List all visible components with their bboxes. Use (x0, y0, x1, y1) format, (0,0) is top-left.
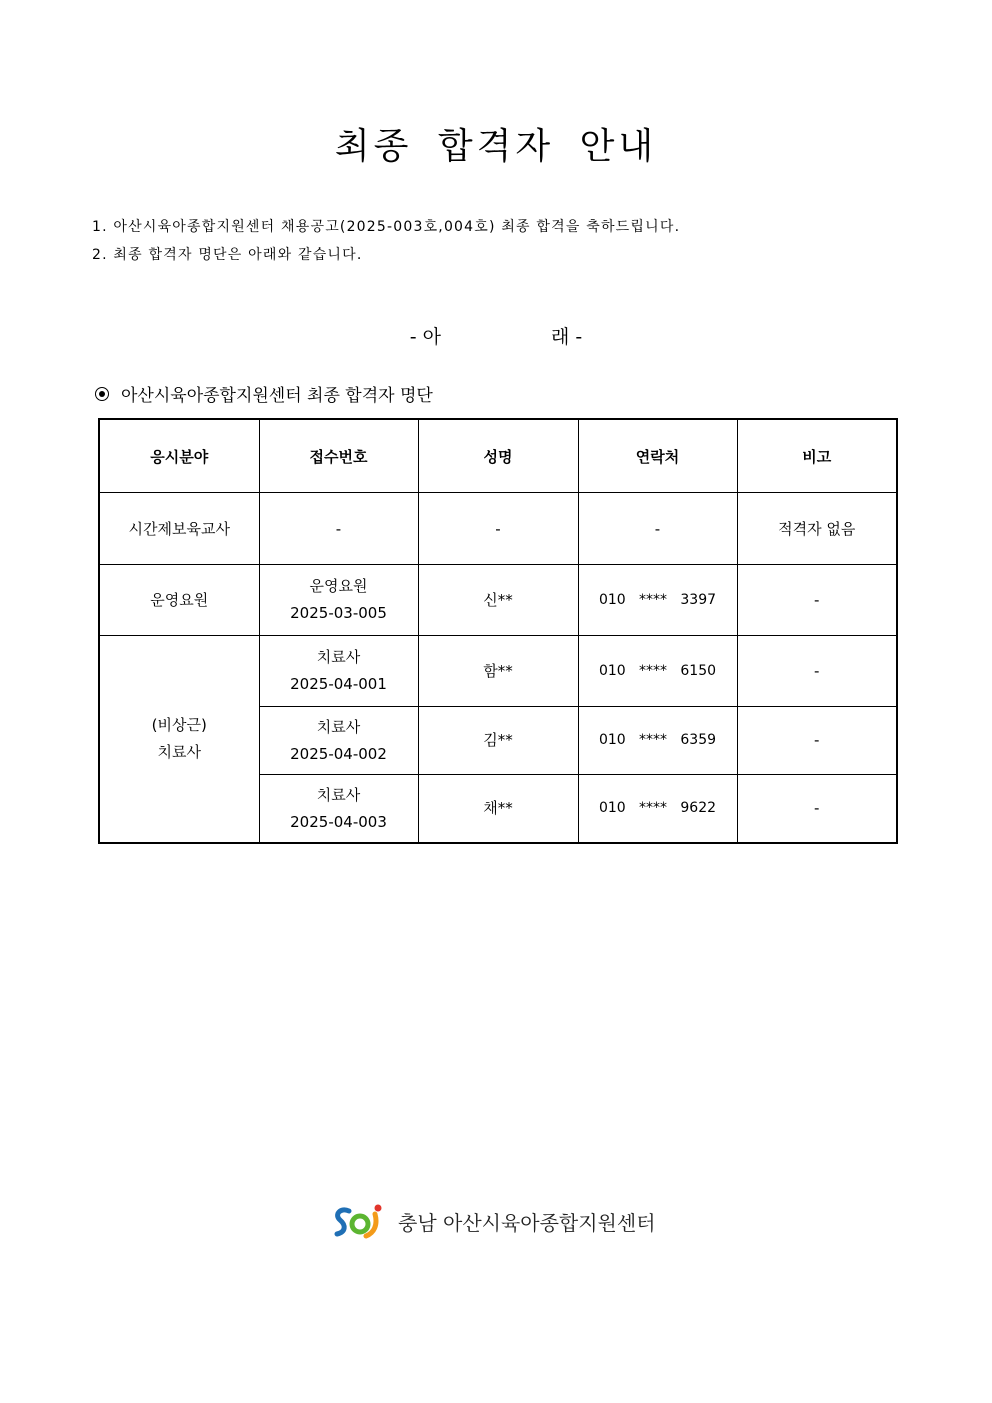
notice-heading-right: 래 - (551, 326, 583, 348)
cell-receipt (259, 565, 418, 636)
cell-receipt (259, 707, 418, 775)
cell-note: - (737, 565, 897, 636)
cell-field (99, 636, 259, 844)
cell-field: 시간제보육교사 (99, 493, 259, 565)
header-contact: 연락처 (578, 419, 737, 493)
cell-field: 운영요원 (99, 565, 259, 636)
cell-name: - (418, 493, 578, 565)
cell-contact: 010 **** 9622 (578, 775, 737, 844)
field-line-1: (비상근) (151, 716, 207, 734)
table-row (99, 493, 897, 565)
list-heading (95, 381, 433, 406)
receipt-number: 2025-04-003 (290, 812, 387, 831)
cell-contact: 010 **** 6359 (578, 707, 737, 775)
receipt-number: 2025-04-001 (290, 675, 387, 693)
field-line-2: 치료사 (157, 743, 201, 761)
cell-note: - (737, 707, 897, 775)
notice-heading-left: - 아 (409, 326, 441, 348)
cell-contact: - (578, 493, 737, 565)
cell-contact: 010 **** 6150 (578, 636, 737, 707)
cell-receipt (259, 636, 418, 707)
logo-blue-stroke (337, 1210, 349, 1234)
intro-text (92, 213, 680, 269)
organization-name: 충남 아산시육아종합지원센터 (398, 1210, 656, 1235)
header-note: 비고 (737, 419, 897, 493)
table-row (99, 636, 897, 707)
radio-bullet-icon (95, 387, 109, 401)
table-row (99, 565, 897, 636)
logo-red-dot (375, 1205, 382, 1212)
organization-logo-icon (332, 1203, 390, 1239)
header-field: 응시분야 (99, 419, 259, 493)
table-header-row (99, 419, 897, 493)
header-name: 성명 (418, 419, 578, 493)
receipt-category: 치료사 (316, 785, 361, 804)
cell-name: 김** (418, 707, 578, 775)
receipt-category: 치료사 (316, 648, 361, 666)
cell-contact: 010 **** 3397 (578, 565, 737, 636)
page-title: 최종 합격자 안내 (334, 126, 658, 167)
notice-heading (0, 322, 992, 349)
intro-line-2: 2. 최종 합격자 명단은 아래와 같습니다. (92, 247, 363, 263)
footer (332, 1203, 656, 1239)
receipt-number: 2025-03-005 (290, 604, 387, 622)
receipt-category: 치료사 (316, 717, 361, 736)
cell-name: 채** (418, 775, 578, 844)
cell-receipt: - (259, 493, 418, 565)
intro-line-1: 1. 아산시육아종합지원센터 채용공고(2025-003호,004호) 최종 합격을 축하드립니다. (92, 219, 681, 235)
result-table (98, 418, 898, 844)
logo-green-circle (352, 1216, 368, 1232)
cell-name: 함** (418, 636, 578, 707)
cell-receipt (259, 775, 418, 844)
cell-note: - (737, 636, 897, 707)
cell-note: 적격자 없음 (737, 493, 897, 565)
header-receipt: 접수번호 (259, 419, 418, 493)
receipt-number: 2025-04-002 (290, 744, 387, 763)
list-heading-label: 아산시육아종합지원센터 최종 합격자 명단 (121, 386, 433, 406)
receipt-category: 운영요원 (309, 577, 368, 595)
cell-note: - (737, 775, 897, 844)
cell-name: 신** (418, 565, 578, 636)
